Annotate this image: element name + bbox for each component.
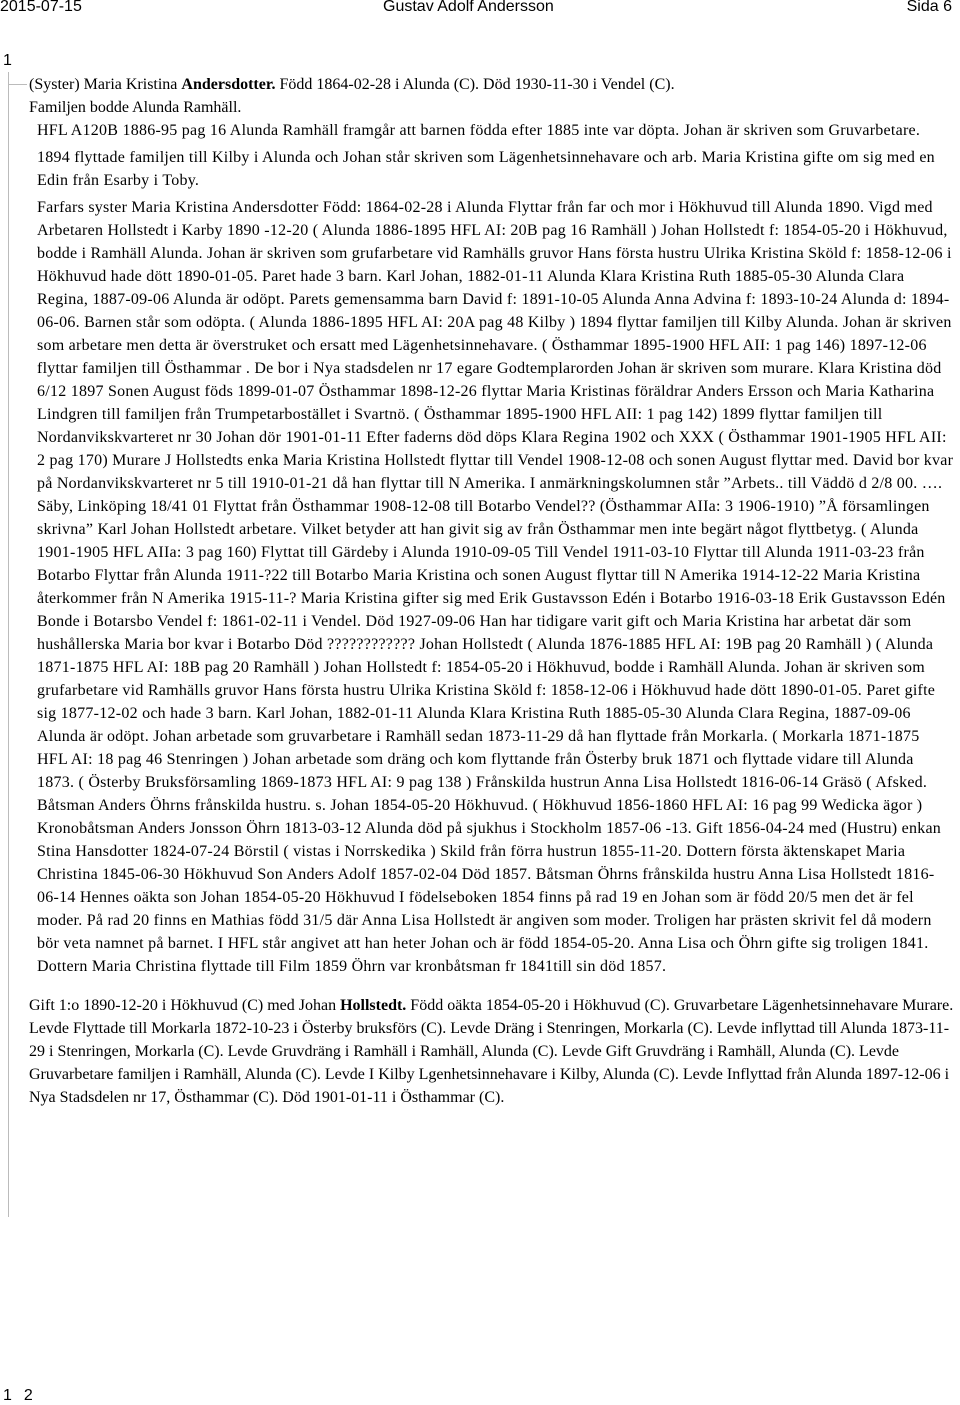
- generation-marker: 1: [3, 52, 12, 69]
- person-entry: [29, 73, 954, 1109]
- tree-line-horizontal: [8, 84, 27, 85]
- spouse-surname: Hollstedt.: [340, 997, 407, 1014]
- footer-generation-numbers: [3, 1387, 45, 1405]
- footer-number-2: 2: [23, 1387, 33, 1404]
- person-surname: Andersdotter.: [181, 76, 276, 93]
- note-paragraph-1: HFL A120B 1886-95 pag 16 Alunda Ramhäll framgår att barnen födda efter 1885 inte var döpta. Johan är skriven som Gruvarbetare.: [37, 122, 921, 139]
- header-author: Gustav Adolf Andersson: [383, 0, 554, 15]
- footer-number-1: 1: [3, 1387, 12, 1404]
- person-heading: (Syster) Maria Kristina Andersdotter. Född 1864-02-28 i Alunda (C). Död 1930-11-30 i Vendel (C).: [29, 76, 675, 93]
- marriage-entry: Gift 1:o 1890-12-20 i Hökhuvud (C) med Johan Hollstedt. Född oäkta 1854-05-20 i Hökhuvud (C). Gruvarbetare Lägenhetsinnehavare Murare. Levde Flyttade till Morkarla 1872-10-23 i Österby bruksförs (C). Levde Dräng i Stenringen, Morkarla (C). Levde inflyttad till Alunda 1873-11-29 i Stenringen, Morkarla (C). Levde Gruvdräng i Ramhäll i Ramhäll, Alunda (C). Levde Gift Gruvdräng i Ramhäll, Alunda (C). Levde Gruvarbetare familjen i Ramhäll, Alunda (C). Levde I Kilby Lgenhetsinnehavare i Kilby, Alunda (C). Levde Inflyttad från Alunda 1897-12-06 i Nya Stadsdelen nr 17, Östhammar (C). Död 1901-01-11 i Östhammar (C).: [29, 997, 954, 1106]
- note-paragraph-2: 1894 flyttade familjen till Kilby i Alunda och Johan står skriven som Lägenhetsinnehavare och arb. Maria Kristina gifte om sig med en Edin från Esarby i Toby.: [37, 149, 935, 189]
- note-paragraph-3: Farfars syster Maria Kristina Andersdotter Född: 1864-02-28 i Alunda Flyttar från far och mor i Hökhuvud till Alunda 1890. Vigd med Arbetaren Hollstedt i Karby 1890 -12-20 ( Alunda 1886-1895 HFL AI: 20B pag 16 Ramhäll ) Johan Hollstedt f: 1854-05-20 i Hökhuvud, bodde i Ramhäll Alunda. Johan är skriven som grufarbetare vid Ramhälls gruvor Hans första hustru Ulrika Kristina Sköld f: 1858-12-06 i Hökhuvud hade dött 1890-01-05. Paret hade 3 barn. Karl Johan, 1882-01-11 Alunda Klara Kristina Ruth 1885-05-30 Alunda Clara Regina, 1887-09-06 Alunda är odöpt. Parets gemensamma barn David f: 1891-10-05 Alunda Anna Advina f: 1893-10-24 Alunda d: 1894-06-06. Barnen står som odöpta. ( Alunda 1886-1895 HFL AI: 20A pag 48 Kilby ) 1894 flyttar familjen till Kilby Alunda. Johan är skriven som arbetare men detta är överstruket och ersatt med Lägenhetsinnehavare. ( Östhammar 1895-1900 HFL AII: 1 pag 146) 1897-12-06 flyttar familjen till Östhammar . De bor i Nya stadsdelen nr 17 egare Godtemplarorden Johan är skriven som murare. Klara Kristina död 6/12 1897 Sonen August föds 1899-01-07 Östhammar 1898-12-26 flyttar Maria Kristinas föräldrar Anders Ersson och Maria Katharina Lindgren till familjen från Trumpetarbostället i Svartnö. ( Östhammar 1895-1900 HFL AII: 1 pag 142) 1899 flyttar familjen till Nordanvikskvarteret nr 30 Johan dör 1901-01-11 Efter faderns död döps Klara Regina 1902 och XXX ( Östhammar 1901-1905 HFL AII: 2 pag 170) Murare J Hollstedts enka Maria Kristina Hollstedt flyttar till Vendel 1908-12-08 och sonen August flyttar med. David bor kvar på Nordanvikskvarteret nr 5 till 1910-01-21 då han flyttar till N Amerika. I anmärkningskolumnen står ”Arbets.. till Väddö d 2/8 00. …. Säby, Linköping 18/41 01 Flyttat från Östhammar 1908-12-08 till Botarbo Vendel?? (Östhammar AIIa: 3 1906-1910) ”Å församlingen skrivna” Karl Johan Hollstedt arbetare. Vilket betyder att han givit sig av från Östhammar men inte begärt något flyttbetyg. ( Alunda 1901-1905 HFL AIIa: 3 pag 160) Flyttat till Gärdeby i Alunda 1910-09-05 Till Vendel 1911-03-10 Flyttar till Alunda 1911-03-23 från Botarbo Flyttar från Alunda 1911-?22 till Botarbo Maria Kristina och sonen August flyttar till N Amerika 1914-12-22 Maria Kristina återkommer från N Amerika 1915-11-? Maria Kristina gifter sig med Erik Gustavsson Edén i Botarbo 1916-03-18 Erik Gustavsson Edén Bonde i Botarsbo Vendel f: 1861-02-11 i Vendel. Död 1927-09-06 Han har tidigare varit gift och Maria Kristina har arbetat där som hushållerska Maria bor kvar i Botarbo Död ???????????? Johan Hollstedt ( Alunda 1876-1885 HFL AI: 19B pag 20 Ramhäll ) ( Alunda 1871-1875 HFL AI: 18B pag 20 Ramhäll ) Johan Hollstedt f: 1854-05-20 i Hökhuvud, bodde i Ramhäll Alunda. Johan är skriven som grufarbetare vid Ramhälls gruvor Hans första hustru Ulrika Kristina Sköld f: 1858-12-06 i Hökhuvud hade dött 1890-01-05. Paret gifte sig 1877-12-02 och hade 3 barn. Karl Johan, 1882-01-11 Alunda Klara Kristina Ruth 1885-05-30 Alunda Clara Regina, 1887-09-06 Alunda är odöpt. Johan arbetade som gruvarbetare i Ramhäll sedan 1873-11-29 då han flyttade från Morkarla. ( Morkarla 1871-1875 HFL AI: 18 pag 46 Stenringen ) Johan arbetade som dräng och kom flyttande från Österby bruk 1871 och flyttade vidare till Alunda 1873. ( Österby Bruksförsamling 1869-1873 HFL AI: 9 pag 138 ) Frånskilda hustrun Anna Lisa Hollstedt 1816-06-14 Gräsö ( Afsked. Båtsman Anders Öhrns frånskilda hustru. s. Johan 1854-05-20 Hökhuvud. ( Hökhuvud 1856-1860 HFL AI: 16 pag 99 Wedicka ägor ) Kronobåtsman Anders Jonsson Öhrn 1813-03-12 Alunda död på sjukhus i Stockholm 1857-06 -13. Gift 1856-04-24 med (Hustru) enkan Stina Hansdotter 1824-07-24 Börstil ( vistas i Norrskedika ) Skild från förra hustrun 1855-11-20. Dottern första äktenskapet Maria Christina 1845-06-30 Hökhuvud Son Anders Adolf 1857-02-04 Död 1857. Båtsman Öhrns frånskilda hustru Anna Lisa Hollstedt 1816-06-14 Hennes oäkta son Johan 1854-05-20 Hökhuvud I födelseboken 1854 finns på rad 19 en Johan som är född 20/5 men det är fel moder. På rad 20 finns en Mathias född 31/5 där Anna Lisa Hollstedt är angiven som moder. Troligen har prästen skrivit fel då modern bör veta namnet på barnet. I HFL står angivet att han heter Johan och är född 1854-05-20. Anna Lisa och Öhrn gifte sig troligen 1841. Dottern Maria Christina flyttade till Film 1859 Öhrn var kronbåtsman fr 1841till sin död 1857.: [37, 199, 954, 975]
- page-header: [0, 0, 960, 18]
- residence-line: Familjen bodde Alunda Ramhäll.: [29, 99, 242, 116]
- header-page-number: Sida 6: [906, 0, 952, 15]
- header-date: 2015-07-15: [0, 0, 82, 15]
- tree-line-vertical: [8, 72, 9, 1217]
